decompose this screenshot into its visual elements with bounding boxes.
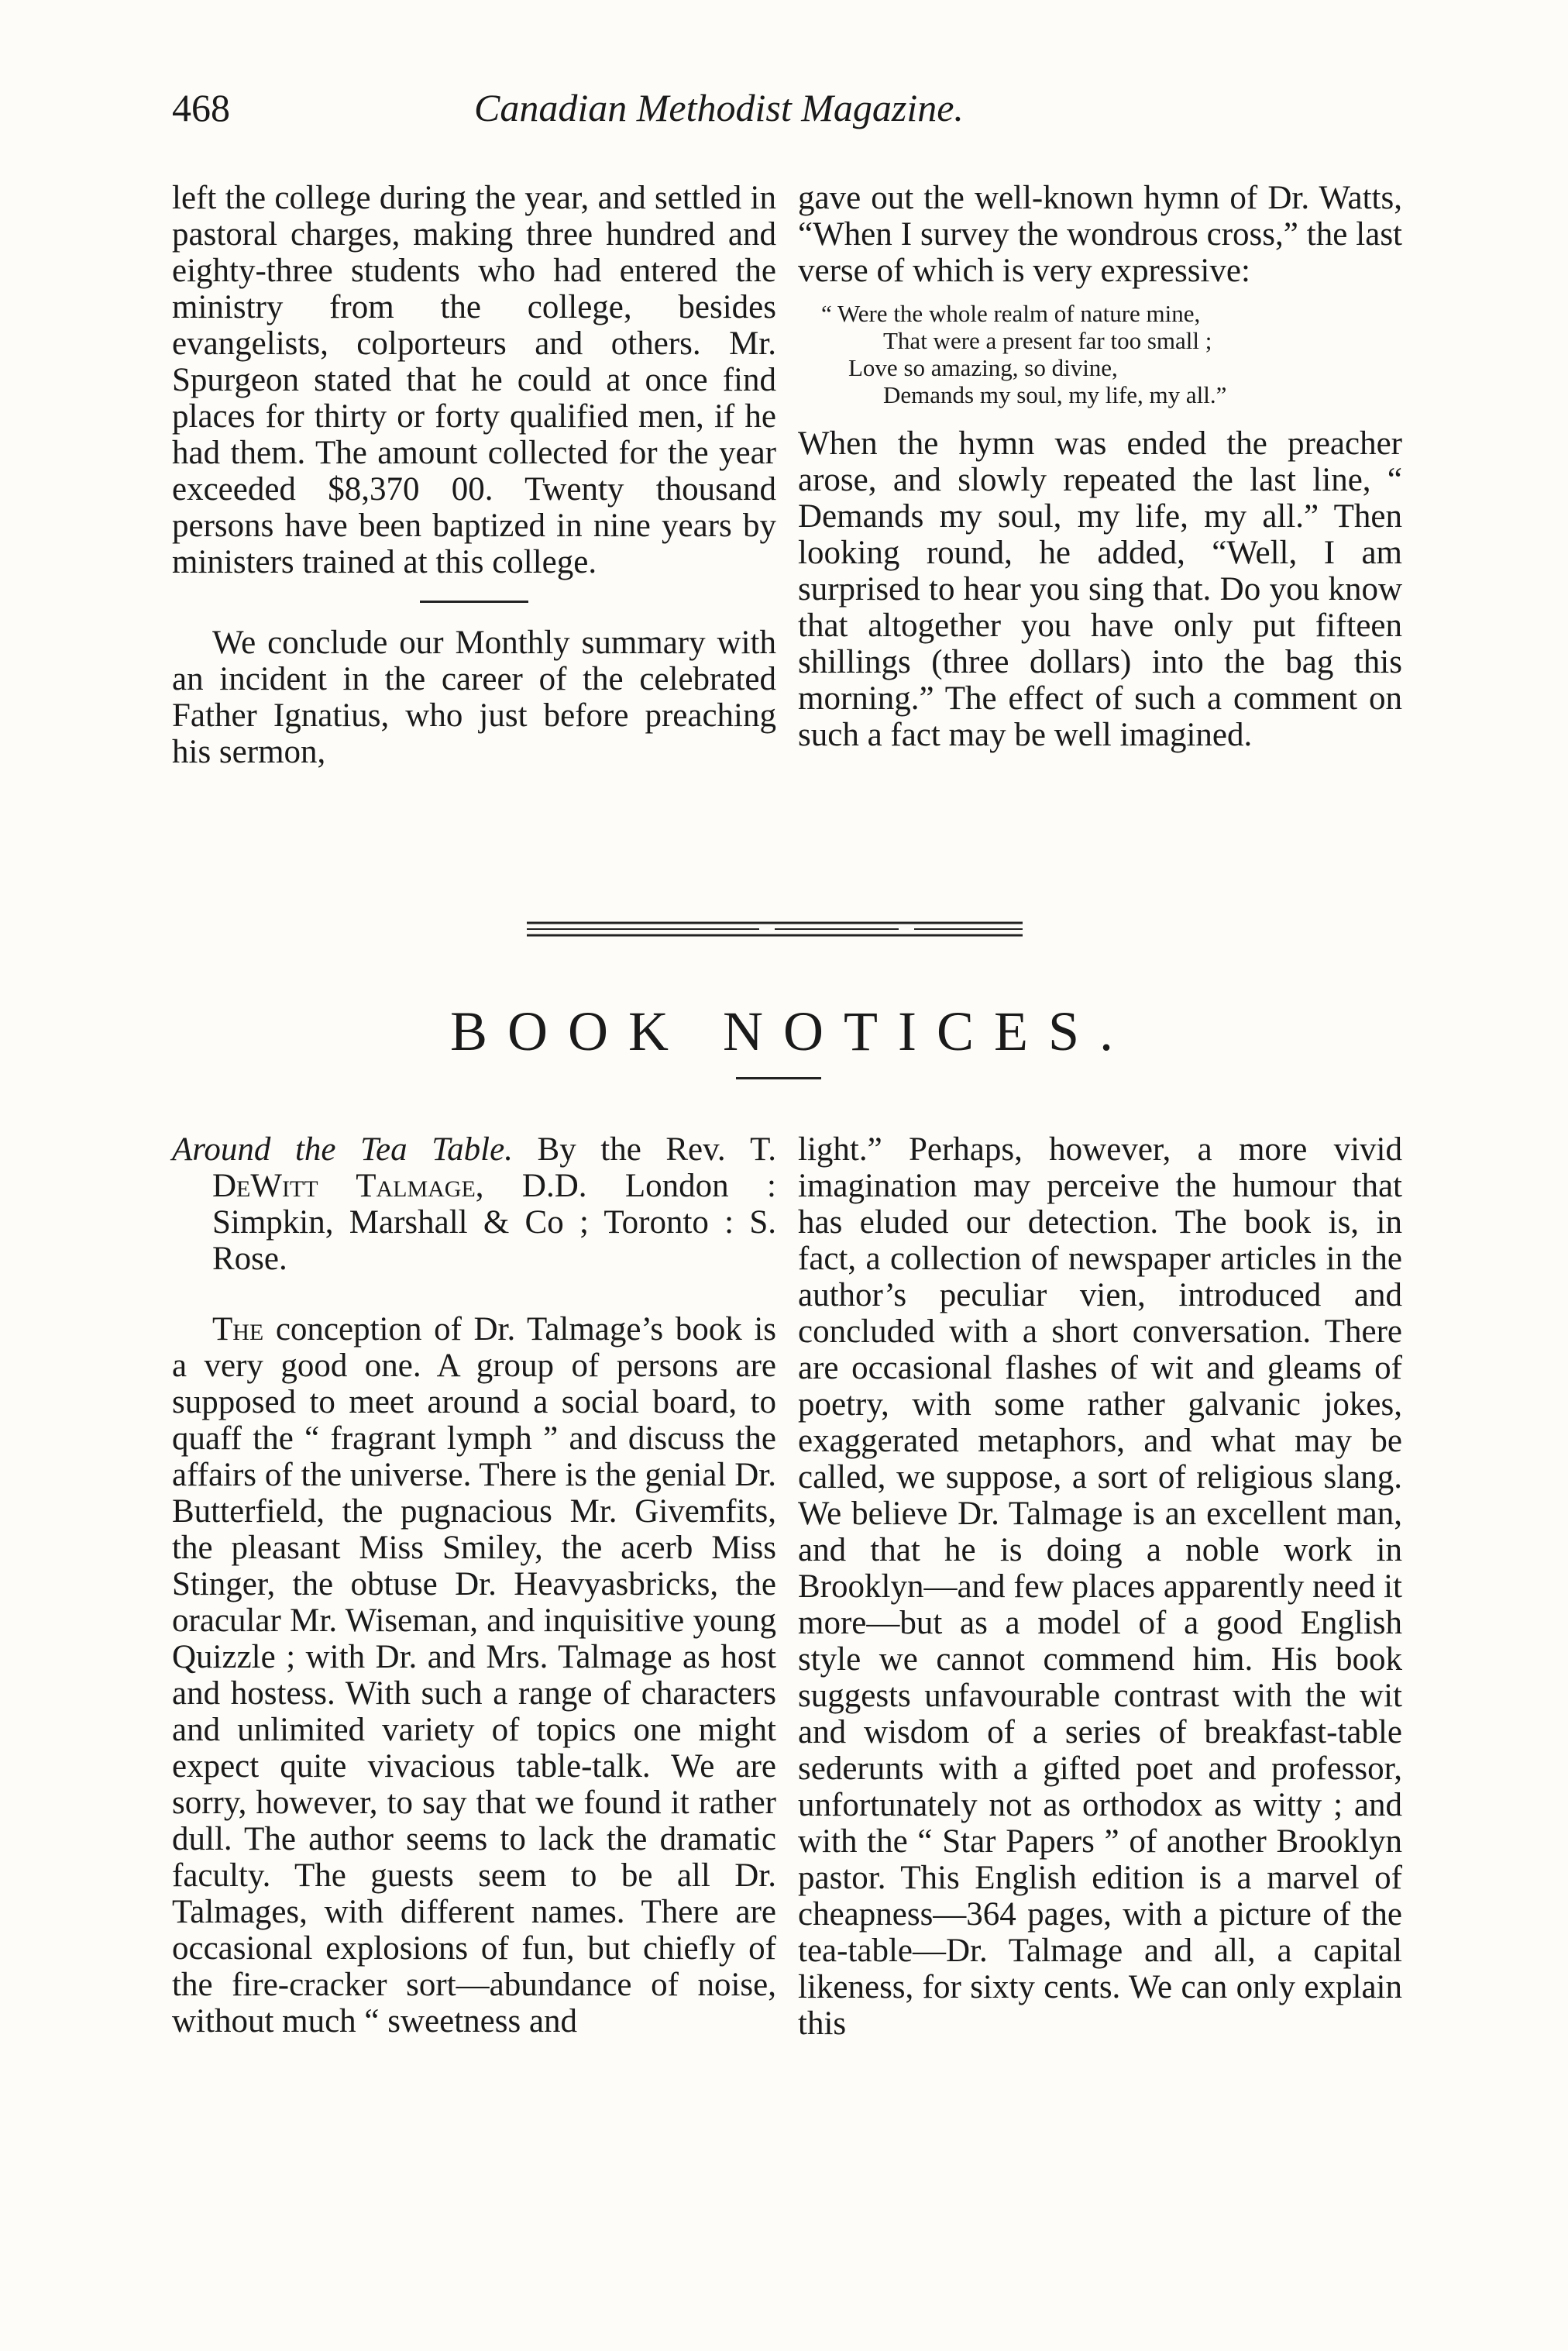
hymn-line: That were a present far too small ; <box>883 327 1212 354</box>
hymn-line: Love so amazing, so divine, <box>848 354 1118 381</box>
top-left-column <box>172 180 776 770</box>
hymn-anecdote-paragraph: When the hymn was ended the preacher arose, and slowly repeated the last line, “ Demands my soul, my life, my all.” Then looking round, he added, “Well, I am surprised to hear you sing that. Do you know that altogether you have only put fifteen shillings (three dollars) into the bag this morning.” The effect of such a comment on such a fact may be well imagined. <box>798 425 1402 753</box>
hymn-line: Demands my soul, my life, my all.” <box>883 381 1227 408</box>
bottom-left-column <box>172 1131 776 2039</box>
title-underline-rule <box>736 1077 821 1079</box>
top-right-column <box>798 180 1402 753</box>
page-number: 468 <box>172 86 230 129</box>
review-lead-word: The <box>212 1311 264 1348</box>
spurgeon-college-paragraph: left the college during the year, and settled in pastoral charges, making three hundred and eighty-three students who had entered the ministry from the college, besides evangelists, colporteurs and others. Mr. Spurgeon stated that he could at once find places for thirty or forty qualified men, if he had them. The amount collected for the year exceeded $8,370 00. Twenty thousand persons have been baptized in nine years by ministers trained at this college. <box>172 180 776 580</box>
bottom-right-column <box>798 1131 1402 2042</box>
running-title: Canadian Methodist Magazine. <box>474 86 964 129</box>
book-reference <box>172 1131 776 1277</box>
review-text: conception of Dr. Talmage’s book is a very good one. A group of persons are supposed to meet around a social board, to quaff the “ fragrant lymph ” and discuss the affairs of the universe. There is the genial Dr. Butterfield, the pugnacious Mr. Givemfits, the pleasant Miss Smiley, the acerb Miss Stinger, the obtuse Dr. Heavyasbricks, the oracular Mr. Wiseman, and inquisitive young Quizzle ; with Dr. and Mrs. Talmage as host and hostess. With such a range of characters and unlimited variety of topics one might expect quite vivacious table-talk. We are sorry, however, to say that we found it rather dull. The author seems to lack the dramatic faculty. The guests seem to be all Dr. Talmages, with different names. There are occasional explosions of fun, but chiefly of the fire-cracker sort—abundance of noise, without much “ sweetness and <box>172 1311 776 2039</box>
section-title: BOOK NOTICES. <box>449 1000 1133 1062</box>
hymn-line: “ Were the whole realm of nature mine, <box>821 300 1201 327</box>
book-author: T. DeWitt Talmage, D.D. <box>212 1131 776 1204</box>
ornamental-divider <box>527 918 1023 940</box>
father-ignatius-paragraph: We conclude our Monthly summary with an incident in the career of the celebrated Father Ignatius, who just before preaching his sermon, <box>172 625 776 770</box>
review-paragraph <box>172 1311 776 2039</box>
page-header <box>172 85 1412 147</box>
hymn-intro-paragraph: gave out the well-known hymn of Dr. Watts, “When I survey the wondrous cross,” the last verse of which is very expressive: <box>798 180 1402 289</box>
book-title: Around the Tea Table. <box>172 1131 513 1168</box>
review-continuation-paragraph: light.” Perhaps, however, a more vivid imagination may perceive the humour that has eluded our detection. The book is, in fact, a collection of newspaper articles in the author’s peculiar vien, introduced and concluded with a short conversation. There are occasional flashes of wit and gleams of poetry, with some rather galvanic jokes, exaggerated metaphors, and what may be called, we suppose, a sort of religious slang. We believe Dr. Talmage is an excellent man, and that he is doing a noble work in Brooklyn—and few places apparently need it more—but as a model of a good English style we cannot commend him. His book suggests unfavourable contrast with the wit and wisdom of a series of breakfast-table sederunts with a gifted poet and professor, unfortunately not as orthodox as witty ; and with the “ Star Papers ” of another Brooklyn pastor. This English edition is a marvel of cheapness—364 pages, with a picture of the tea-table—Dr. Talmage and all, a capital likeness, for sixty cents. We can only explain this <box>798 1131 1402 2042</box>
book-by: By the Rev. <box>512 1131 751 1168</box>
section-separator-rule <box>420 601 528 603</box>
book-publisher: London : Simpkin, Marshall & Co ; Toronto : S. Rose. <box>212 1168 776 1277</box>
hymn-verse <box>798 300 1402 408</box>
